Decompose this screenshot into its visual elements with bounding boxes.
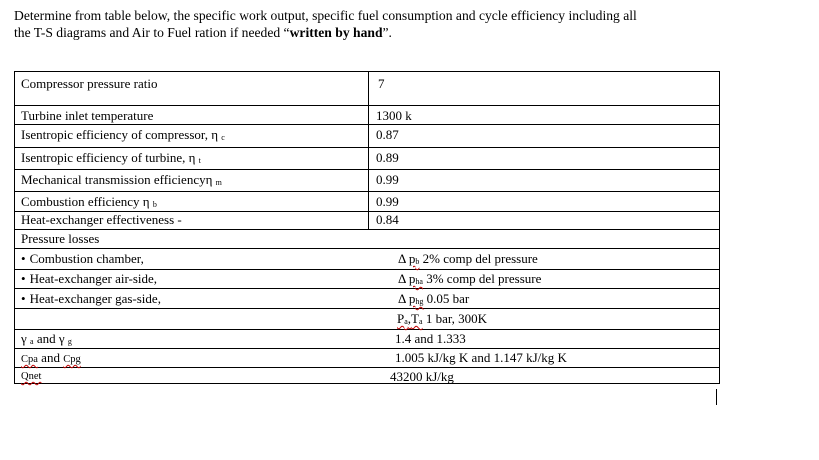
row-value: 0.99: [376, 194, 399, 209]
row-label: Pressure losses: [21, 231, 100, 246]
row-label: Isentropic efficiency of compressor, η c: [21, 127, 225, 142]
table-rule: [15, 124, 719, 125]
row-value: 1300 k: [376, 108, 412, 123]
row-value: Pa,Ta 1 bar, 300K: [397, 311, 488, 326]
problem-line-2-bold: written by hand: [289, 25, 383, 40]
text-cursor: [716, 389, 717, 405]
table-rule: [15, 329, 719, 330]
problem-line-2-suffix: ”.: [382, 25, 392, 40]
problem-statement: [14, 7, 734, 41]
table-rule: [15, 248, 719, 249]
row-label: Compressor pressure ratio: [21, 76, 158, 91]
row-value: 0.89: [376, 150, 399, 165]
column-divider: [368, 72, 369, 229]
row-label: Heat-exchanger effectiveness -: [21, 212, 182, 227]
table-rule: [15, 147, 719, 148]
row-label: Combustion efficiency η b: [21, 194, 157, 209]
row-label: Qnet: [21, 371, 42, 382]
row-value: 1.005 kJ/kg K and 1.147 kJ/kg K: [395, 350, 567, 365]
problem-line-2: [14, 24, 734, 41]
row-label: γ a and γ g: [21, 331, 72, 346]
row-value: 0.87: [376, 127, 399, 142]
row-label: Cpa and Cpg: [21, 350, 81, 365]
row-value: 0.84: [376, 212, 399, 227]
row-label: • Heat-exchanger gas-side,: [21, 291, 161, 307]
table-rule: [15, 367, 719, 368]
row-value: Δ pha 3% comp del pressure: [398, 271, 542, 286]
row-value: Δ phg 0.05 bar: [398, 291, 470, 306]
table-rule: [15, 105, 719, 106]
row-label: Mechanical transmission efficiencyη m: [21, 172, 222, 187]
row-value: 0.99: [376, 172, 399, 187]
row-value: 1.4 and 1.333: [395, 331, 466, 346]
table-rule: [15, 308, 719, 309]
row-value: 7: [378, 76, 385, 91]
row-label: • Combustion chamber,: [21, 251, 144, 267]
row-value: 43200 kJ/kg: [390, 369, 454, 384]
row-value: Δ pb 2% comp del pressure: [398, 251, 538, 266]
table-rule: [15, 269, 719, 270]
problem-line-1: Determine from table below, the specific work output, specific fuel consumption and cycle efficiency including all: [14, 8, 637, 23]
problem-line-2-prefix: the T-S diagrams and Air to Fuel ration if needed “: [14, 25, 290, 40]
table-rule: [15, 169, 719, 170]
table-rule: [15, 288, 719, 289]
table-rule: [15, 229, 719, 230]
row-label: Isentropic efficiency of turbine, η t: [21, 150, 201, 165]
table-rule: [15, 191, 719, 192]
row-label: Turbine inlet temperature: [21, 108, 154, 123]
row-label: • Heat-exchanger air-side,: [21, 271, 157, 287]
parameters-table: [14, 71, 720, 384]
table-rule: [15, 348, 719, 349]
